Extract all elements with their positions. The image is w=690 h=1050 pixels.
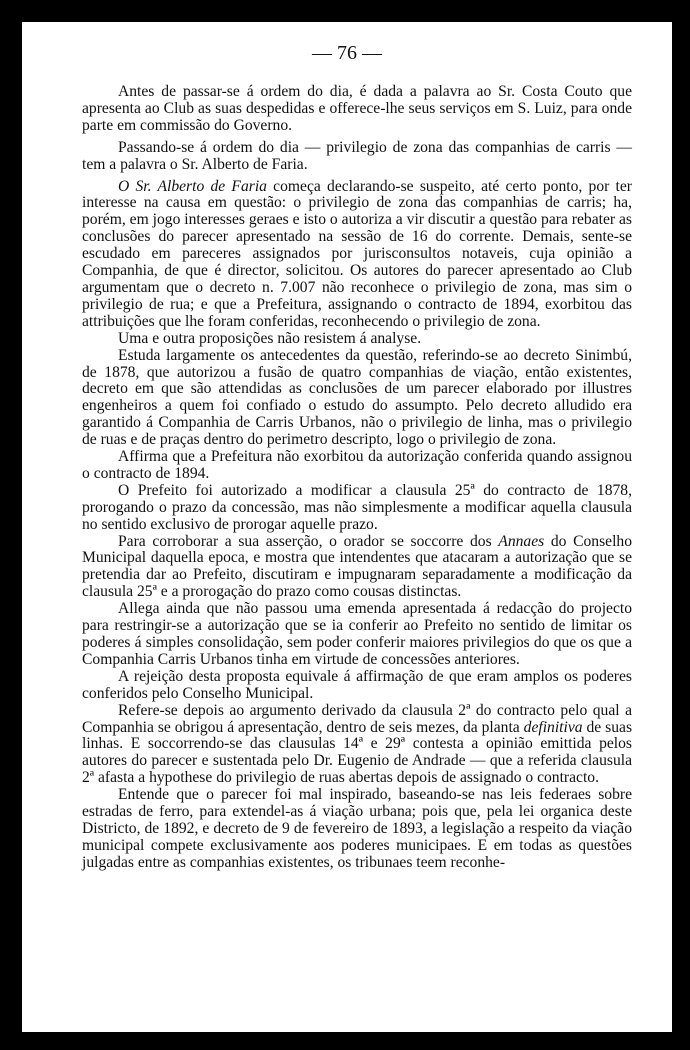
paragraph-11: Refere-se depois ao argumento derivado da clausula 2ª do contracto pelo qual a Companhia se obrigou á apresentação, dentro de seis mezes, da planta definitiva de suas linhas. E soccorrendo-se das clausulas 14ª e 29ª contesta a opinião emittida pelos autores do parecer e sustentada pelo Dr. Eugenio de Andrade — que a referida clausula 2ª afasta a hypothese do privilegio de ruas abertas depois de assignado o contracto. bbox=[82, 701, 633, 787]
paragraph-8: Para corroborar a sua asserção, o orador se soccorre dos Annaes do Conselho Municipal daquella epoca, e mostra que intendentes que atacaram a autorização que se pretendia dar ao Prefeito, discutiram e impugnaram separadamente a modificação da clausula 25ª e a prorogação do prazo como cousas distinctas. bbox=[82, 532, 632, 601]
paragraph-3-text: começa declarando-se suspeito, até certo ponto, por ter interesse na causa em questão: o privilegio de zona das companhias de carris; ha, porém, em jogo interesses geraes e isto o autoriza a vir discutir a questão para rebater as conclusões do parecer apresentado na sessão de 16 do corrente. Demais, sente-se escudado em pareceres assignados por jurisconsultos notaveis, cuja opinião a Companhia, de que é director, solicitou. Os autores do parecer apresentado ao Club argumentam que o decreto n. 7.007 não reconhece o privilegio de zona, mas sim o privilegio de rua; e que a Prefeitura, assignando o contracto de 1894, exorbitou das attribuições que lhe foram conferidas, reconhecendo o privilegio de zona. bbox=[82, 177, 632, 330]
paragraph-4: Uma e outra proposições não resistem á analyse. bbox=[118, 329, 422, 347]
paragraph-3 bbox=[82, 179, 632, 331]
paragraph-2: Passando-se á ordem do dia — privilegio de zona das companhias de carris — tem a palavra o Sr. Alberto de Faria. bbox=[82, 138, 632, 173]
page-number: — 76 — bbox=[312, 42, 382, 64]
paragraph-6: Affirma que a Prefeitura não exorbitou da autorização conferida quando assignou o contracto de 1894. bbox=[82, 448, 632, 482]
paragraph-12: Entende que o parecer foi mal inspirado, baseando-se nas leis federaes sobre estradas de ferro, para extendel-as á viação urbana; pois que, pela lei organica deste Districto, de 1892, e decreto de 9 de fevereiro de 1893, a legislação a respeito da viação municipal compete exclusivamente aos poderes municipaes. E em todas as questões julgadas entre as companhias existentes, os tribunaes teem reconhe- bbox=[82, 786, 632, 871]
paragraph-7: O Prefeito foi autorizado a modificar a clausula 25ª do contracto de 1878, prorogando o prazo da concessão, mas não simplesmente a modificar aquella clausula no sentido exclusivo de prorogar aquelle prazo. bbox=[82, 481, 632, 533]
paragraph-1: Antes de passar-se á ordem do dia, é dada a palavra ao Sr. Costa Couto que apresenta ao Club as suas despedidas e offerece-lhe seus serviços em S. Luiz, para onde parte em commissão do Governo. bbox=[82, 83, 632, 134]
paragraph-5: Estuda largamente os antecedentes da questão, referindo-se ao decreto Sinimbú, de 1878, que autorizou a fusão de quatro companhias de viação, então existentes, decreto em que são attendidas as conclusões de um parecer elaborado por illustres engenheiros a quem foi confiado o estudo do assumpto. Pelo decreto alludido era garantido á Companhia de Carris Urbanos, não o privilegio de linha, mas o privilegio de ruas e de praças dentro do perimetro descripto, logo o privilegio de zona. bbox=[82, 346, 632, 449]
speaker-name: O Sr. Alberto de Faria bbox=[118, 177, 267, 195]
annaes-italic: Annaes bbox=[498, 532, 545, 550]
body-text bbox=[82, 84, 632, 872]
document-page bbox=[22, 22, 672, 1032]
paragraph-9: Allega ainda que não passou uma emenda apresentada á redacção do projecto para restringir-se a autorização que se ia conferir ao Prefeito no sentido de limitar os poderes á simples consolidação, sem poder conferir maiores privilegios do que os que a Companhia Carris Urbanos tinha em virtude de concessões anteriores. bbox=[82, 600, 632, 668]
definitiva-italic: definitiva bbox=[523, 718, 583, 736]
paragraph-10: A rejeição desta proposta equivale á affirmação de que eram amplos os poderes conferidos pelo Conselho Municipal. bbox=[82, 667, 632, 702]
